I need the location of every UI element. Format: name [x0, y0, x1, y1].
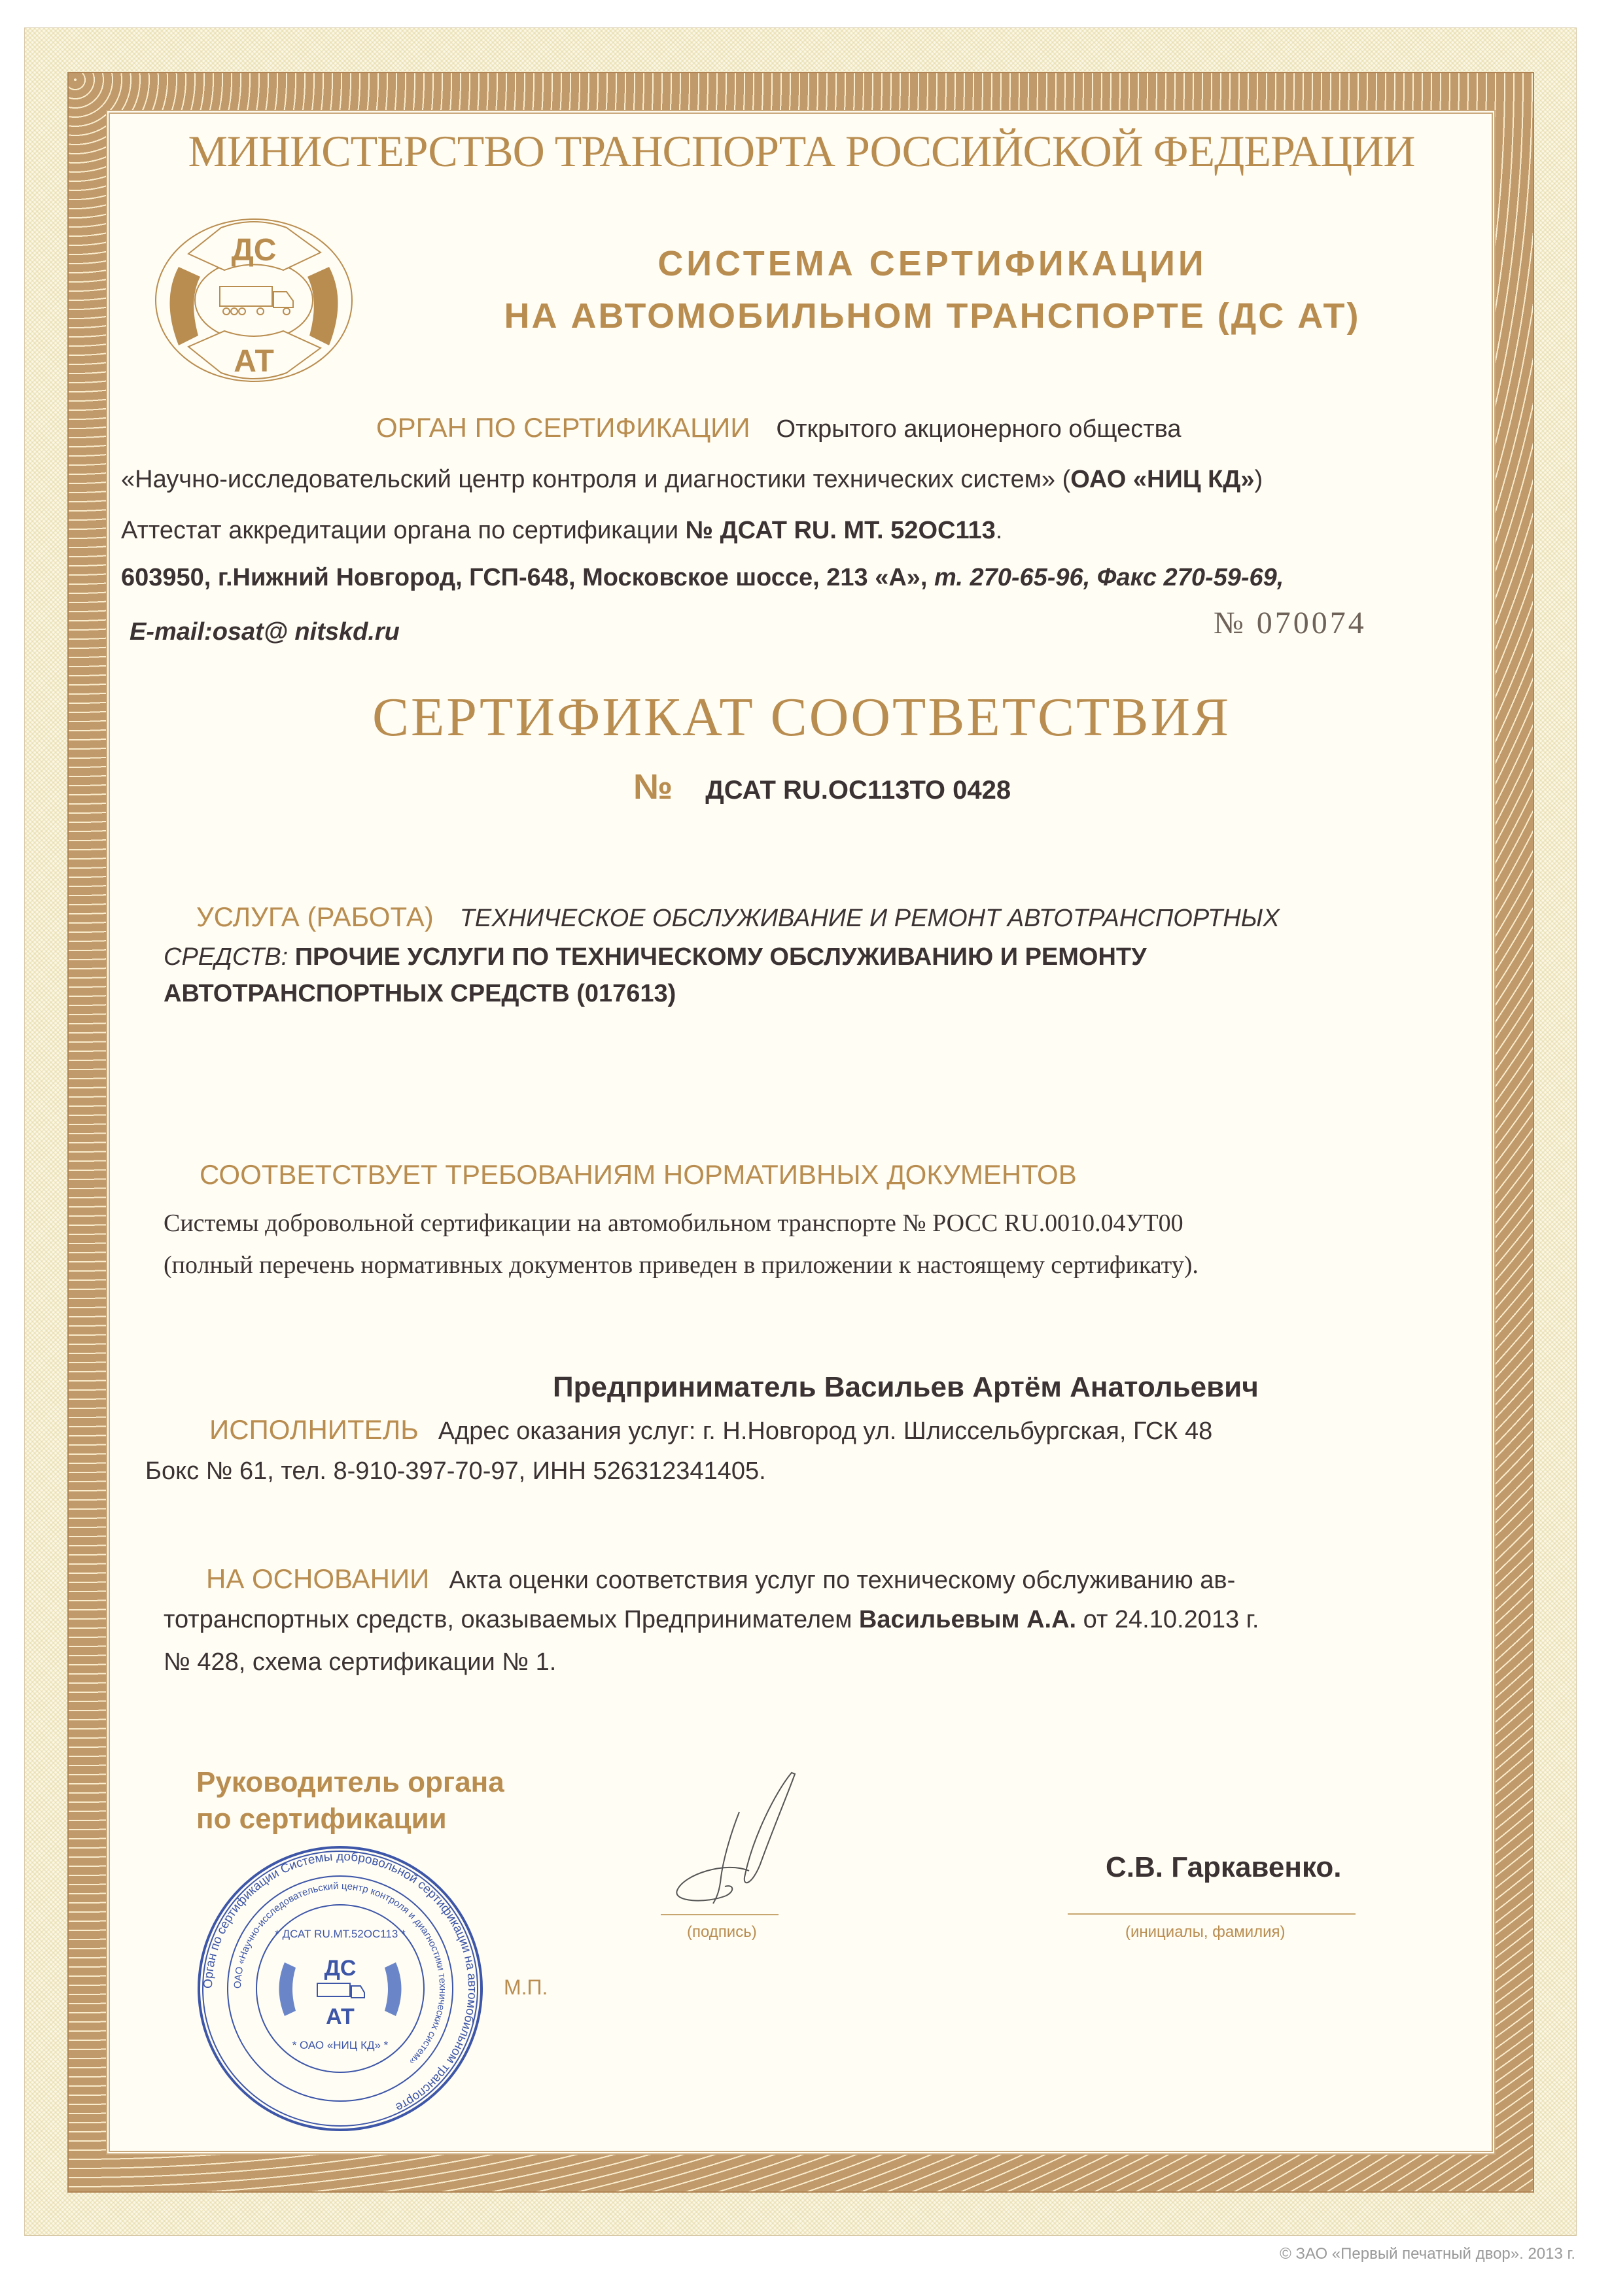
certification-body-label: ОРГАН ПО СЕРТИФИКАЦИИ	[376, 412, 750, 443]
signer-name: С.В. Гаркавенко.	[1106, 1851, 1342, 1883]
certification-body-row	[376, 412, 1182, 444]
head-label-line1: Руководитель органа	[196, 1766, 504, 1798]
signature-line	[661, 1914, 779, 1915]
executor-label: ИСПОЛНИТЕЛЬ	[209, 1414, 419, 1445]
handwritten-signature	[667, 1766, 811, 1907]
certification-body-line1: Открытого акционерного общества	[776, 415, 1182, 443]
service-line3: АВТОТРАНСПОРТНЫХ СРЕДСТВ (017613)	[164, 980, 676, 1007]
basis-row	[206, 1563, 1235, 1595]
executor-name: Предприниматель Васильев Артём Анатольевич	[553, 1371, 1259, 1403]
stamp-logo-bottom: АТ	[326, 2004, 355, 2029]
accreditation-text: Аттестат аккредитации органа по сертификации	[121, 517, 686, 544]
truck-icon	[220, 287, 293, 315]
seal-place-label: М.П.	[504, 1975, 548, 1999]
number-sign: №	[633, 767, 673, 807]
conformity-line2: (полный перечень нормативных документов приведен в приложении к настоящему сертификату).	[164, 1251, 1199, 1279]
address-line	[121, 564, 1284, 592]
stamp-center-text: * ОАО «НИЦ КД» *	[292, 2039, 389, 2051]
address: 603950, г.Нижний Новгород, ГСП-648, Московское шоссе, 213 «А»,	[121, 564, 928, 591]
system-title-line2: НА АВТОМОБИЛЬНОМ ТРАНСПОРТЕ (ДС АТ)	[504, 296, 1361, 336]
certificate-title: СЕРТИФИКАТ СООТВЕТСТВИЯ	[372, 687, 1231, 748]
conformity-line1: Системы добровольной сертификации на автомобильном транспорте № РОСС RU.0010.04УТ00	[164, 1209, 1183, 1237]
stamp-bottom-text: * ДСАТ RU.MT.52ОС113 *	[275, 1928, 406, 1940]
service-row	[196, 901, 1280, 933]
ministry-title: МИНИСТЕРСТВО ТРАНСПОРТА РОССИЙСКОЙ ФЕДЕРАЦИИ	[188, 126, 1415, 176]
certification-body-line2	[121, 466, 1263, 494]
accreditation-line	[121, 517, 1002, 545]
stamp-inner-text: ОАО «Научно-исследовательский центр контроля и диагностики технических систем»	[232, 1880, 449, 2067]
service-line2-italic: СРЕДСТВ:	[164, 943, 289, 971]
name-line	[1068, 1913, 1356, 1915]
executor-row	[209, 1414, 1212, 1446]
certificate-number: ДСАТ RU.ОС113ТО 0428	[705, 776, 1011, 805]
basis-line3: № 428, схема сертификации № 1.	[164, 1648, 557, 1676]
accreditation-end: .	[995, 517, 1003, 544]
basis-line2-text: тотранспортных средств, оказываемых Предпринимателем	[164, 1606, 859, 1633]
official-seal-stamp	[196, 1845, 484, 2132]
basis-line1: Акта оценки соответствия услуг по техническому обслуживанию ав-	[449, 1567, 1236, 1594]
printer-copyright: © ЗАО «Первый печатный двор». 2013 г.	[1280, 2245, 1575, 2263]
stamp-outer-text: Орган по сертификации Системы добровольной сертификации на автомобильном транспорте	[201, 1849, 480, 2114]
logo-top-text: ДС	[231, 233, 277, 268]
conformity-label: СООТВЕТСТВУЕТ ТРЕБОВАНИЯМ НОРМАТИВНЫХ ДОКУМЕНТОВ	[200, 1159, 1077, 1190]
stamp-truck-icon	[317, 1983, 364, 1998]
org-full-name: «Научно-исследовательский центр контроля и диагностики технических систем» (	[121, 466, 1071, 493]
executor-address: Адрес оказания услуг: г. Н.Новгород ул. Шлиссельбургская, ГСК 48	[438, 1418, 1213, 1445]
basis-label: НА ОСНОВАНИИ	[206, 1563, 430, 1594]
executor-contacts: Бокс № 61, тел. 8-910-397-70-97, ИНН 526312341405.	[145, 1457, 766, 1485]
org-line2-end: )	[1254, 466, 1263, 493]
blank-serial-number: № 070074	[1214, 606, 1367, 640]
service-line2-bold: ПРОЧИЕ УСЛУГИ ПО ТЕХНИЧЕСКОМУ ОБСЛУЖИВАНИЮ И РЕМОНТУ	[288, 943, 1147, 971]
ds-at-truck-logo-icon	[149, 215, 359, 386]
service-line2	[164, 943, 1147, 971]
basis-line2-date: от 24.10.2013 г.	[1076, 1606, 1259, 1633]
logo-bottom-text: АТ	[234, 344, 274, 379]
stamp-logo-top: ДС	[324, 1956, 357, 1981]
basis-line2-name: Васильевым А.А.	[858, 1606, 1077, 1633]
service-label: УСЛУГА (РАБОТА)	[196, 901, 434, 932]
phone-fax: т. 270-65-96, Факс 270-59-69,	[927, 564, 1284, 591]
system-title-line1: СИСТЕМА СЕРТИФИКАЦИИ	[657, 244, 1207, 283]
service-line1: ТЕХНИЧЕСКОЕ ОБСЛУЖИВАНИЕ И РЕМОНТ АВТОТРАНСПОРТНЫХ	[459, 905, 1280, 932]
basis-line2	[164, 1606, 1259, 1634]
name-caption: (инициалы, фамилия)	[1125, 1923, 1286, 1941]
certificate-number-row	[633, 767, 1011, 807]
accreditation-number: № ДСАТ RU. МТ. 52ОС113	[685, 517, 996, 544]
head-label-line2: по сертификации	[196, 1803, 447, 1835]
org-short-name: ОАО «НИЦ КД»	[1070, 466, 1255, 493]
signature-caption: (подпись)	[687, 1923, 757, 1941]
email: E-mail:osat@ nitskd.ru	[130, 618, 400, 646]
